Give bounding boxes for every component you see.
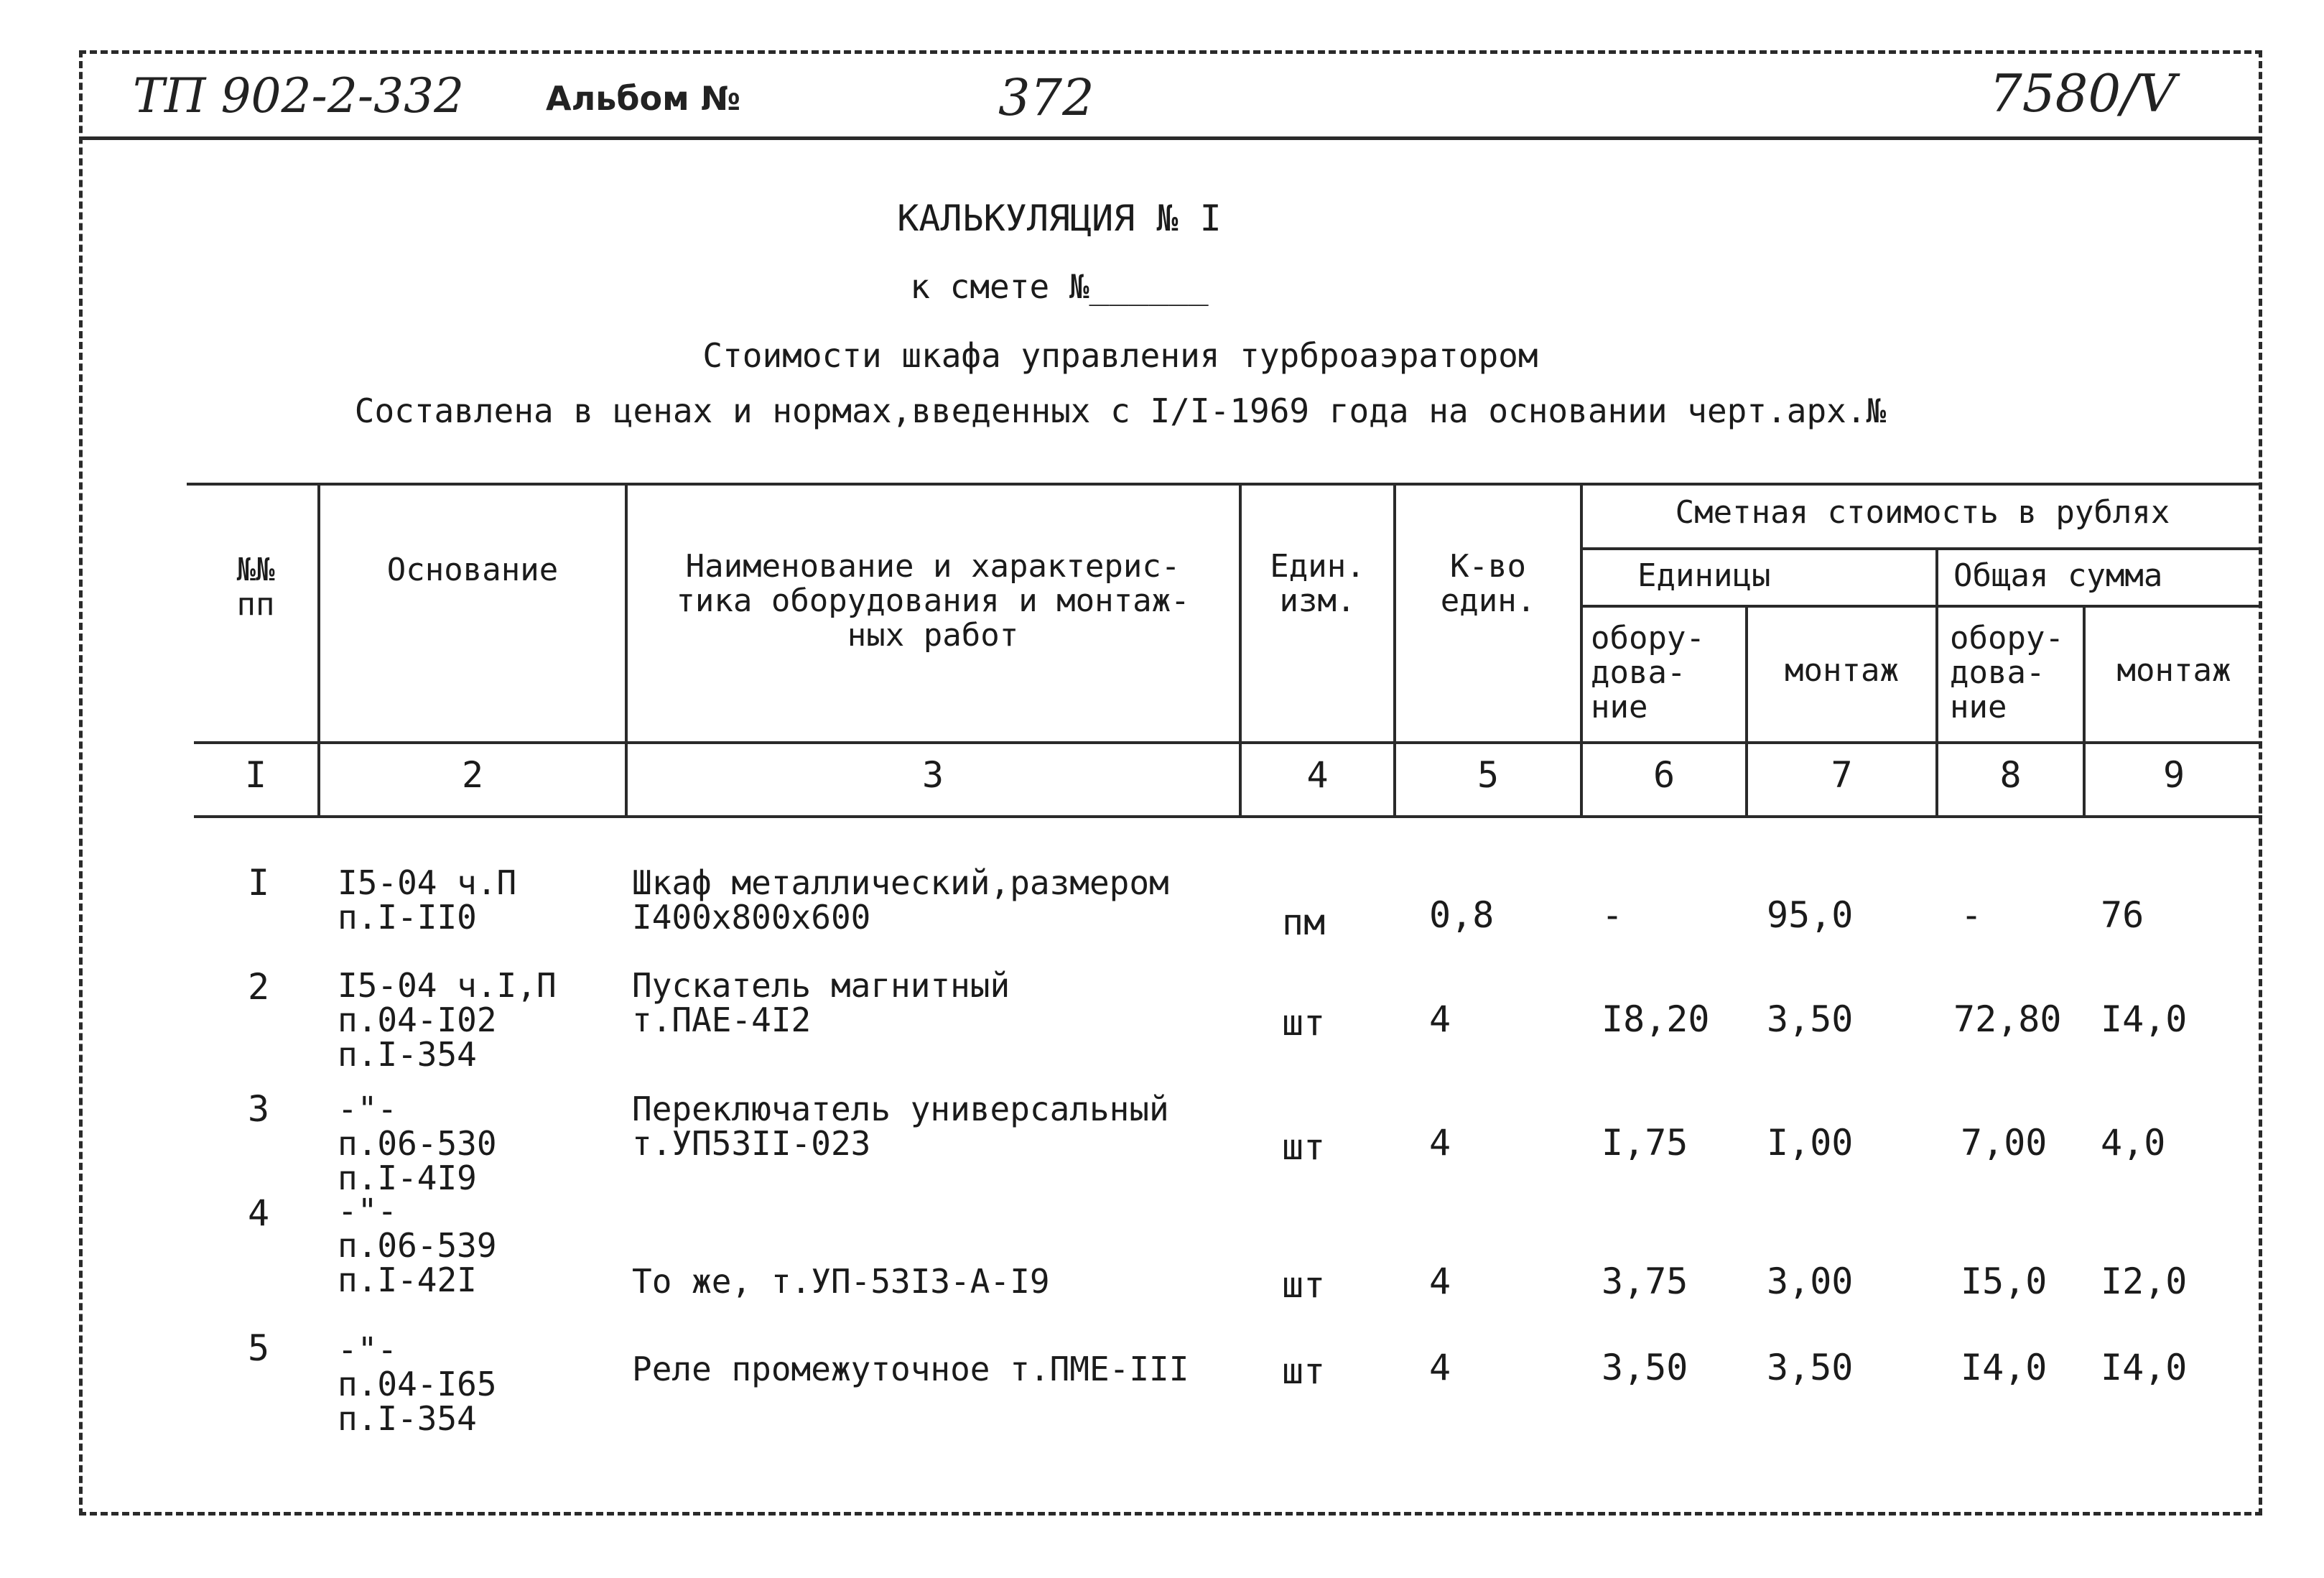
row-number: 2: [248, 966, 270, 1008]
project-code: ТП 902-2-332: [133, 68, 465, 124]
page-number: 372: [998, 68, 1094, 127]
header-rule: [79, 136, 2262, 140]
row-basis: -"- п.06-539 п.I-42I: [338, 1192, 497, 1299]
header-unit-equipment: обору- дова- ние: [1591, 620, 1705, 725]
row-number: 5: [248, 1327, 270, 1369]
row-total-equipment: I4,0: [1961, 1347, 2048, 1388]
row-number: 3: [248, 1088, 270, 1130]
column-number: 5: [1477, 754, 1500, 796]
header-estimate-group: Сметная стоимость в рублях: [1675, 494, 2170, 531]
column-number: 6: [1653, 754, 1675, 796]
row-name: То же, т.УП-53I3-А-I9: [632, 1262, 1050, 1301]
row-total-installation: 76: [2101, 894, 2144, 936]
row-total-equipment: 72,80: [1953, 998, 2062, 1040]
row-unit-installation: 3,00: [1767, 1261, 1854, 1302]
column-number: 9: [2162, 754, 2185, 796]
row-unit: шт: [1282, 1264, 1326, 1306]
row-unit-installation: 3,50: [1767, 998, 1854, 1040]
row-unit-equipment: 3,75: [1602, 1261, 1688, 1302]
row-number: 4: [248, 1192, 270, 1234]
row-basis: I5-04 ч.I,П п.04-I02 п.I-354: [338, 966, 557, 1074]
row-unit: шт: [1282, 1002, 1326, 1044]
header-total-installation: монтаж: [2116, 652, 2231, 689]
estimate-reference: к смете №______: [910, 267, 1209, 306]
header-name: Наименование и характерис- тика оборудования и монтаж- ных работ: [676, 548, 1190, 654]
header-unit-installation: монтаж: [1785, 652, 1899, 689]
row-total-equipment: I5,0: [1961, 1261, 2048, 1302]
row-unit-installation: 3,50: [1767, 1347, 1854, 1388]
row-qty: 4: [1429, 998, 1451, 1040]
row-unit-equipment: I8,20: [1602, 998, 1710, 1040]
row-unit: шт: [1282, 1350, 1326, 1392]
row-unit-installation: I,00: [1767, 1122, 1854, 1164]
row-basis: -"- п.04-I65 п.I-354: [338, 1330, 497, 1438]
header-basis: Основание: [386, 552, 559, 588]
row-total-installation: I4,0: [2101, 998, 2188, 1040]
document-title: КАЛЬКУЛЯЦИЯ № I: [897, 198, 1222, 239]
row-name: Переключатель универсальный т.УП53II-023: [632, 1090, 1169, 1163]
row-unit-installation: 95,0: [1767, 894, 1854, 936]
row-name: Шкаф металлический,размером I400х800х600: [632, 863, 1169, 937]
row-number: I: [248, 862, 270, 904]
row-unit-equipment: I,75: [1602, 1122, 1688, 1164]
album-label: Альбом №: [546, 79, 741, 118]
row-name: Реле промежуточное т.ПМЕ-III: [632, 1350, 1189, 1388]
row-unit: шт: [1282, 1126, 1326, 1168]
column-number: I: [244, 754, 267, 796]
row-unit: пм: [1282, 901, 1326, 943]
row-basis: -"- п.06-530 п.I-4I9: [338, 1090, 497, 1197]
column-number: 8: [1999, 754, 2022, 796]
row-total-equipment: -: [1961, 894, 1983, 936]
header-unit: Един. изм.: [1270, 548, 1365, 619]
row-basis: I5-04 ч.П п.I-II0: [338, 863, 517, 937]
header-unit-group: Единицы: [1637, 557, 1771, 594]
basis-note: Составлена в ценах и нормах,введенных с I/I-1969 года на основании черт.арх.№: [354, 391, 1887, 430]
column-number: 3: [921, 754, 944, 796]
header-total-equipment: обору- дова- ние: [1950, 620, 2064, 725]
row-total-installation: I2,0: [2101, 1261, 2188, 1302]
row-unit-equipment: -: [1602, 894, 1624, 936]
row-total-equipment: 7,00: [1961, 1122, 2048, 1164]
column-number: 2: [461, 754, 484, 796]
column-number: 7: [1831, 754, 1853, 796]
sheet-code: 7580/V: [1989, 63, 2176, 124]
row-qty: 4: [1429, 1261, 1451, 1302]
header-num: №№ пп: [236, 552, 275, 623]
row-total-installation: I4,0: [2101, 1347, 2188, 1388]
header-total-group: Общая сумма: [1953, 557, 2163, 594]
row-qty: 4: [1429, 1122, 1451, 1164]
row-qty: 4: [1429, 1347, 1451, 1388]
document-subject: Стоимости шкафа управления турброаэратором: [702, 336, 1538, 375]
row-total-installation: 4,0: [2101, 1122, 2166, 1164]
header-qty: К-во един.: [1440, 548, 1536, 619]
row-qty: 0,8: [1429, 894, 1495, 936]
row-unit-equipment: 3,50: [1602, 1347, 1688, 1388]
row-name: Пускатель магнитный т.ПАЕ-4I2: [632, 966, 1010, 1039]
column-number: 4: [1306, 754, 1329, 796]
